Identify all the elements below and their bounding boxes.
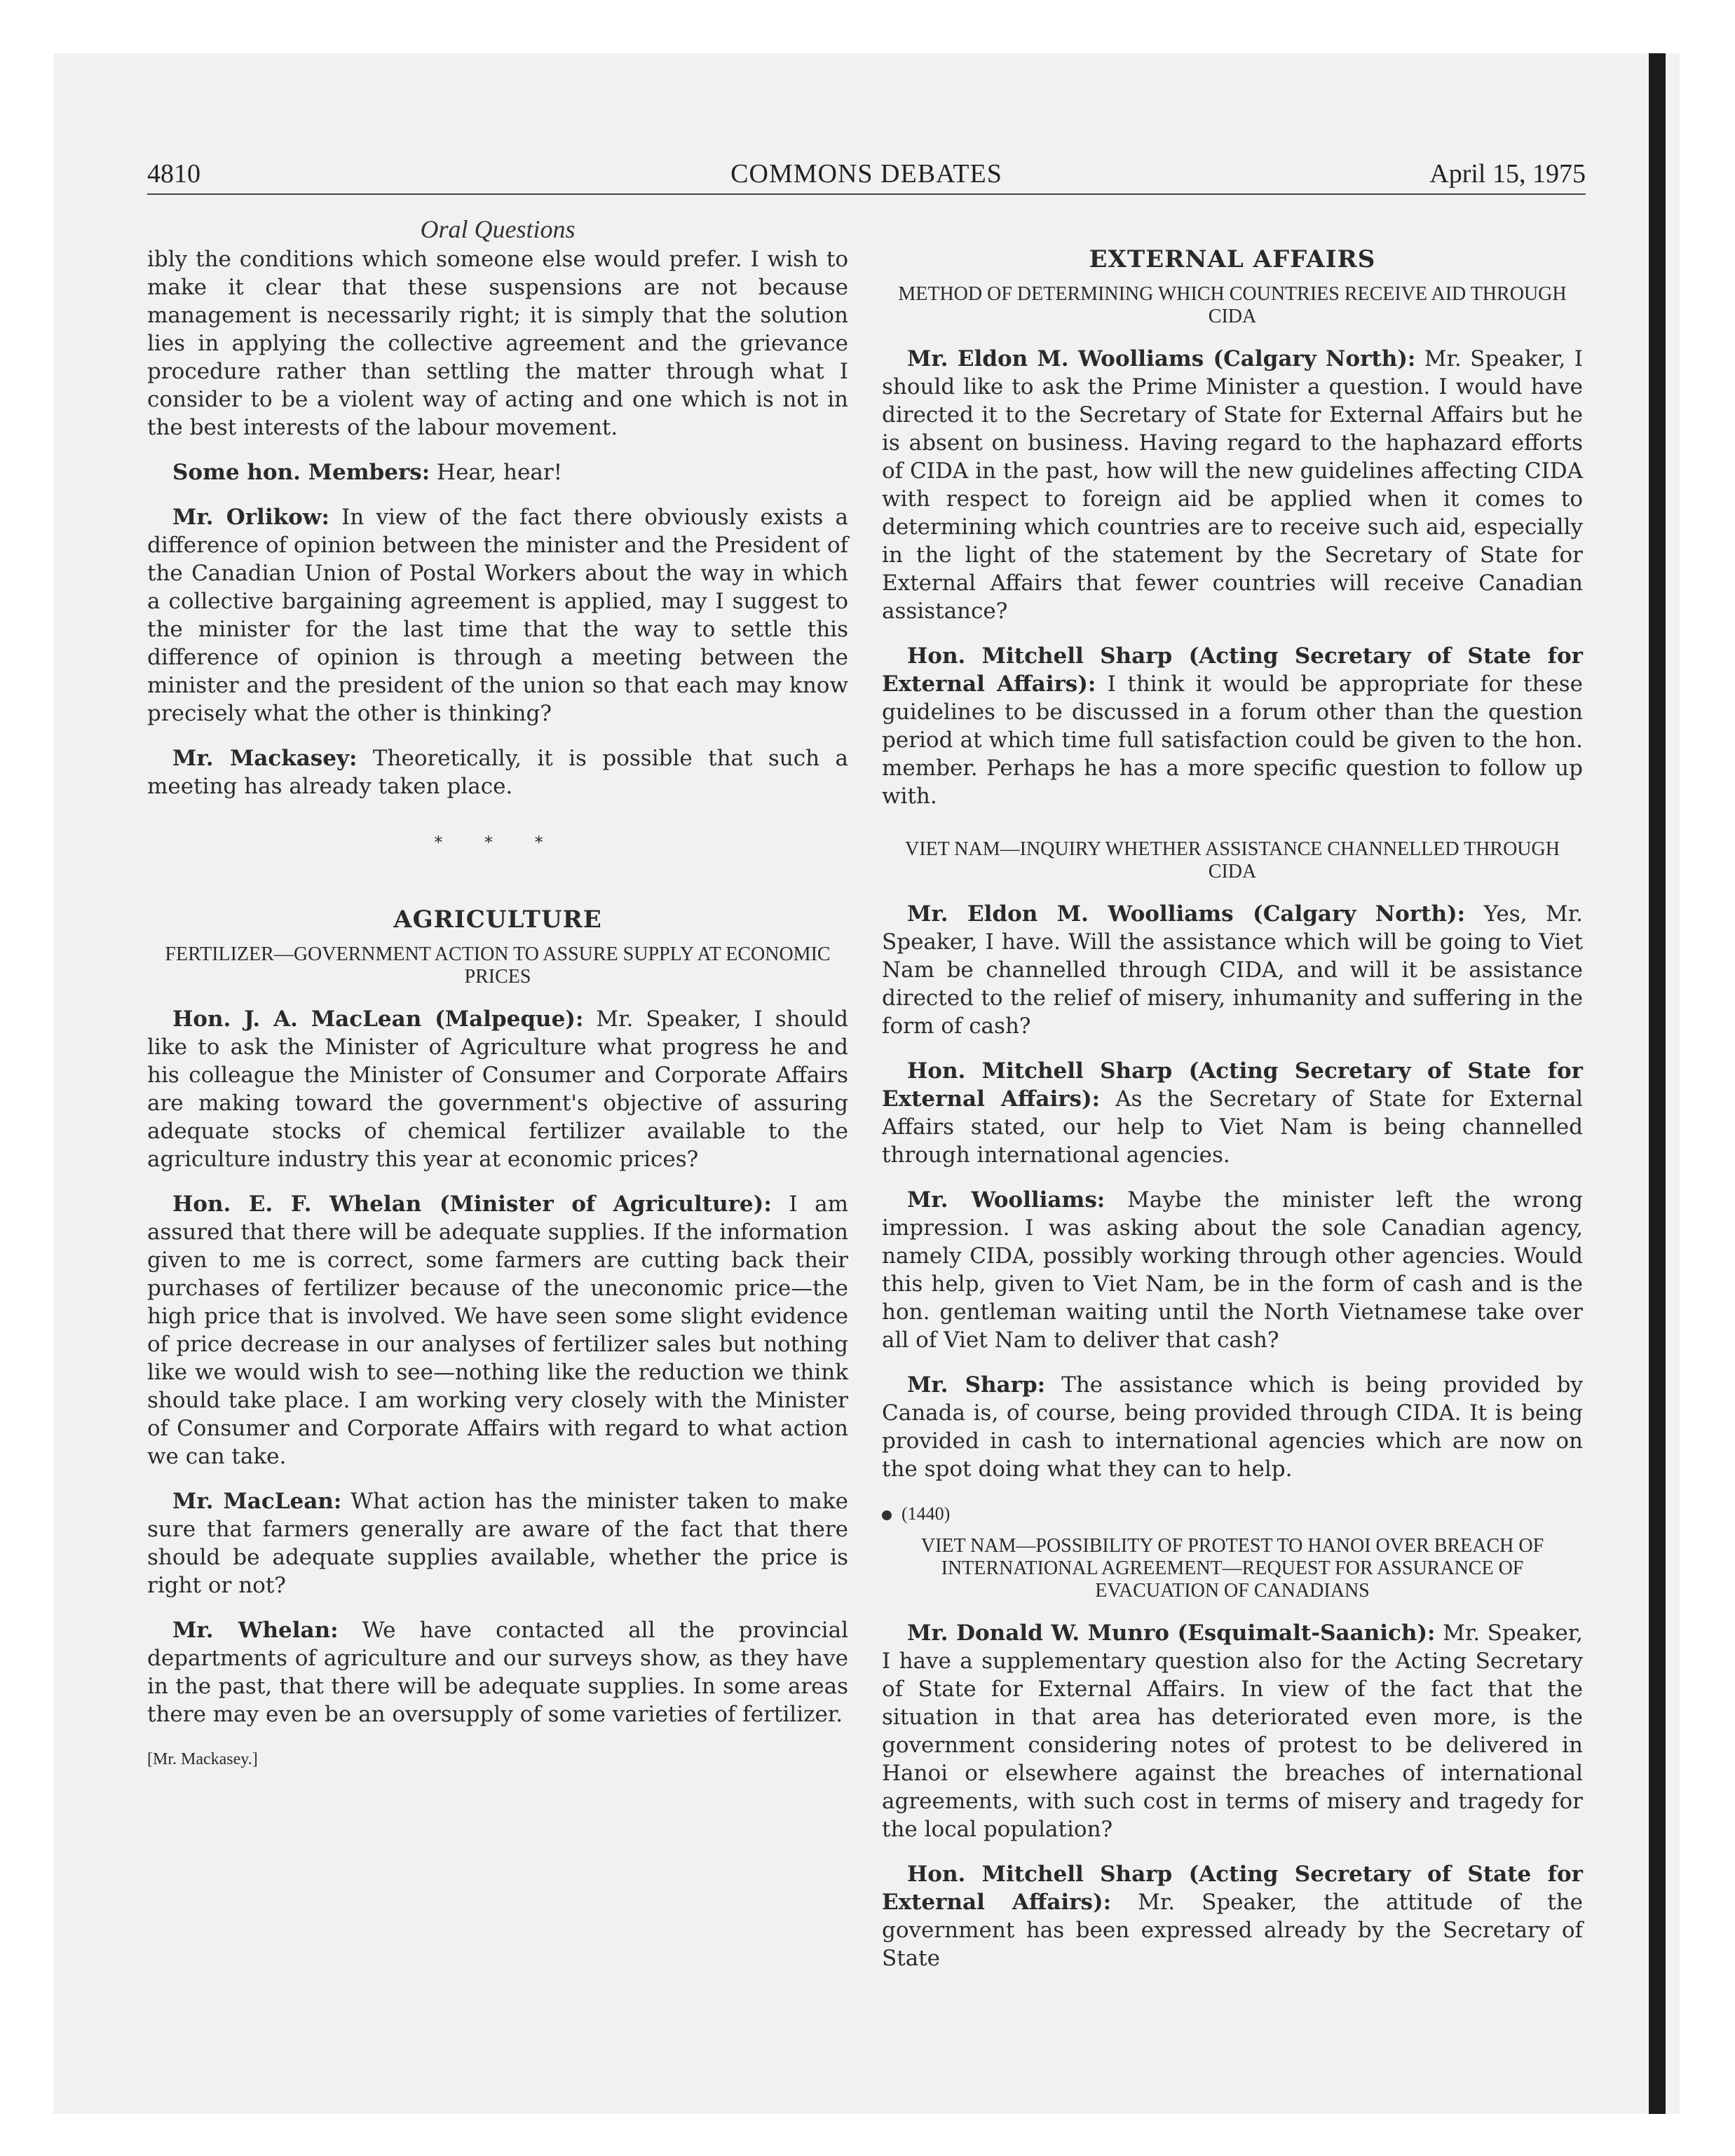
section-heading: AGRICULTURE — [393, 906, 602, 934]
header-rule — [147, 193, 1586, 195]
speaker-name: Mr. Eldon M. Woolliams (Calgary North): — [907, 901, 1466, 927]
speaker-name: Hon. J. A. MacLean (Malpeque): — [172, 1007, 584, 1032]
speech-text: Theoretically, it is possible that such a meeting has already taken place. — [147, 746, 848, 799]
speaker-name: Mr. Eldon M. Woolliams (Calgary North): — [907, 346, 1416, 371]
scan-edge-bar — [1649, 53, 1666, 2114]
speech-text: The assistance which is being provided by Canada is, of course, being provided through CIDA. It is being provided in cash to international agencies which are now on the spot doing what they can to help. — [882, 1372, 1583, 1482]
speech-text: Hear, hear! — [430, 460, 563, 485]
speaker-name: Mr. Mackasey: — [172, 746, 358, 771]
paragraph — [147, 1190, 848, 1471]
speaker-footnote: [Mr. Mackasey.] — [147, 1750, 258, 1768]
speech-text: Maybe the minister left the wrong impression. I was asking about the sole Canadian agency, namely CIDA, possibly working through other agencies. Would this help, given to Viet Nam, be in the form of cash and is the hon. gentleman waiting until the North Vietnamese take over all of Viet Nam to deliver that cash? — [882, 1187, 1584, 1353]
running-subheading: Oral Questions — [420, 215, 576, 243]
paragraph — [882, 1371, 1583, 1483]
publication-date: April 15, 1975 — [1429, 159, 1586, 189]
speech-text: Yes, Mr. Speaker, I have. Will the assistance which will be going to Viet Nam be channelled through CIDA, and will it be assistance directed to the relief of misery, inhumanity and suffering in the form of cash? — [882, 901, 1583, 1039]
speech-text: Mr. Speaker, I should like to ask the Minister of Agriculture what progress he and his colleague the Minister of Consumer and Corporate Affairs are making toward the government's objective of assuring adequate stocks of chemical fertilizer available to the agriculture industry this year at economic prices? — [147, 1007, 848, 1172]
paragraph — [882, 1860, 1583, 1972]
subsection-heading: VIET NAM—POSSIBILITY OF PROTEST TO HANOI OVER BREACH OF INTERNATIONAL AGREEMENT—REQUEST FOR ASSURANCE OF EVACUATION OF CANADIANS — [920, 1535, 1544, 1602]
speech-text: In view of the fact there obviously exists a difference of opinion between the minister and the President of the Canadian Union of Postal Workers about the way in which a collective bargaining agreement is applied, may I suggest to the minister for the last time that the way to settle this difference of opinion is through a meeting between the minister and the president of the union so that each may know precisely what the other is thinking? — [147, 505, 848, 726]
speech-text: Mr. Speaker, I should like to ask the Prime Minister a question. I would have directed it to the Secretary of State for External Affairs but he is absent on business. Having regard to the haphazard efforts of CIDA in the past, how will the new guidelines affecting CIDA with respect to foreign aid be applied when it comes to determining which countries are to receive such aid, especially in the light of the statement by the Secretary of State for External Affairs that fewer countries will receive Canadian assistance? — [882, 346, 1583, 624]
speaker-name: Hon. Mitchell Sharp (Acting Secretary of State for External Affairs): — [882, 1058, 1583, 1112]
speech-text: As the Secretary of State for External Affairs stated, our help to Viet Nam is being channelled through international agencies. — [882, 1086, 1584, 1168]
time-marker-text: (1440) — [901, 1503, 951, 1524]
paragraph — [882, 1057, 1583, 1169]
speech-text: Mr. Speaker, the attitude of the government has been expressed already by the Secretary of State — [882, 1890, 1584, 1971]
publication-title: COMMONS DEBATES — [730, 159, 1002, 189]
right-column — [882, 245, 1583, 1989]
speech-text: I am assured that there will be adequate supplies. If the information given to me is correct, some farmers are cutting back their purchases of fertilizer because of the uneconomic price—the high price that is involved. We have seen some slight evidence of price decrease in our analyses of fertilizer sales but nothing like we would wish to see—nothing like the reduction we think should take place. I am working very closely with the Minister of Consumer and Corporate Affairs with regard to what action we can take. — [147, 1192, 848, 1469]
time-marker — [882, 1500, 1583, 1528]
speaker-name: Mr. Woolliams: — [907, 1187, 1105, 1213]
speaker-name: Hon. E. F. Whelan (Minister of Agriculture): — [172, 1192, 772, 1217]
paragraph — [882, 1186, 1583, 1354]
speaker-name: Mr. Whelan: — [172, 1618, 339, 1643]
paragraph — [882, 900, 1583, 1040]
paragraph: ibly the conditions which someone else would prefer. I wish to make it clear that these suspensions are not because management is necessarily right; it is simply that the solution lies in applying the collective agreement and the grievance procedure rather than settling the matter through what I consider to be a violent way of acting and one which is not in the best interests of the labour movement. — [147, 247, 848, 440]
paragraph — [882, 642, 1583, 810]
speaker-name: Mr. Sharp: — [907, 1372, 1046, 1398]
paragraph — [147, 458, 848, 486]
paragraph — [147, 503, 848, 728]
speech-text: I think it would be appropriate for these guidelines to be discussed in a forum other than the question period at which time full satisfaction could be given to the hon. member. Perhaps he has a more specific question to follow up with. — [882, 671, 1583, 809]
subsection-heading: METHOD OF DETERMINING WHICH COUNTRIES RECEIVE AID THROUGH CIDA — [898, 283, 1567, 327]
section-separator: * * * — [434, 833, 562, 852]
left-column — [147, 245, 848, 1773]
speech-text: What action has the minister taken to make sure that farmers generally are aware of the fact that there should be adequate supplies available, whether the price is right or not? — [147, 1489, 848, 1598]
speaker-name: Some hon. Members: — [172, 460, 430, 485]
speaker-name: Hon. Mitchell Sharp (Acting Secretary of State for External Affairs): — [882, 643, 1583, 697]
subsection-heading: VIET NAM—INQUIRY WHETHER ASSISTANCE CHANNELLED THROUGH CIDA — [905, 838, 1560, 882]
paragraph — [882, 1619, 1583, 1843]
paragraph — [147, 1487, 848, 1599]
section-heading: EXTERNAL AFFAIRS — [1089, 245, 1376, 273]
subsection-heading: FERTILIZER—GOVERNMENT ACTION TO ASSURE SUPPLY AT ECONOMIC PRICES — [165, 943, 831, 988]
paragraph — [147, 1005, 848, 1173]
speaker-name: Mr. Donald W. Munro (Esquimalt-Saanich): — [907, 1621, 1436, 1646]
paragraph — [147, 1616, 848, 1728]
bullet-icon — [882, 1510, 892, 1520]
speech-text: Mr. Speaker, I have a supplementary question also for the Acting Secretary of State for External Affairs. In view of the fact that the situation in that area has deteriorated even more, is the government considering notes of protest to be delivered in Hanoi or elsewhere against the breaches of international agreements, with such cost in terms of misery and tragedy for the local population? — [882, 1621, 1583, 1842]
page-number: 4810 — [147, 159, 200, 189]
paragraph — [147, 744, 848, 800]
paragraph — [882, 345, 1583, 625]
speaker-name: Mr. MacLean: — [172, 1489, 342, 1514]
speaker-name: Hon. Mitchell Sharp (Acting Secretary of State for External Affairs): — [882, 1862, 1583, 1915]
speaker-name: Mr. Orlikow: — [172, 505, 329, 530]
speech-text: We have contacted all the provincial departments of agriculture and our surveys show, as they have in the past, that there will be adequate supplies. In some areas there may even be an oversupply of some varieties of fertilizer. — [147, 1618, 848, 1727]
